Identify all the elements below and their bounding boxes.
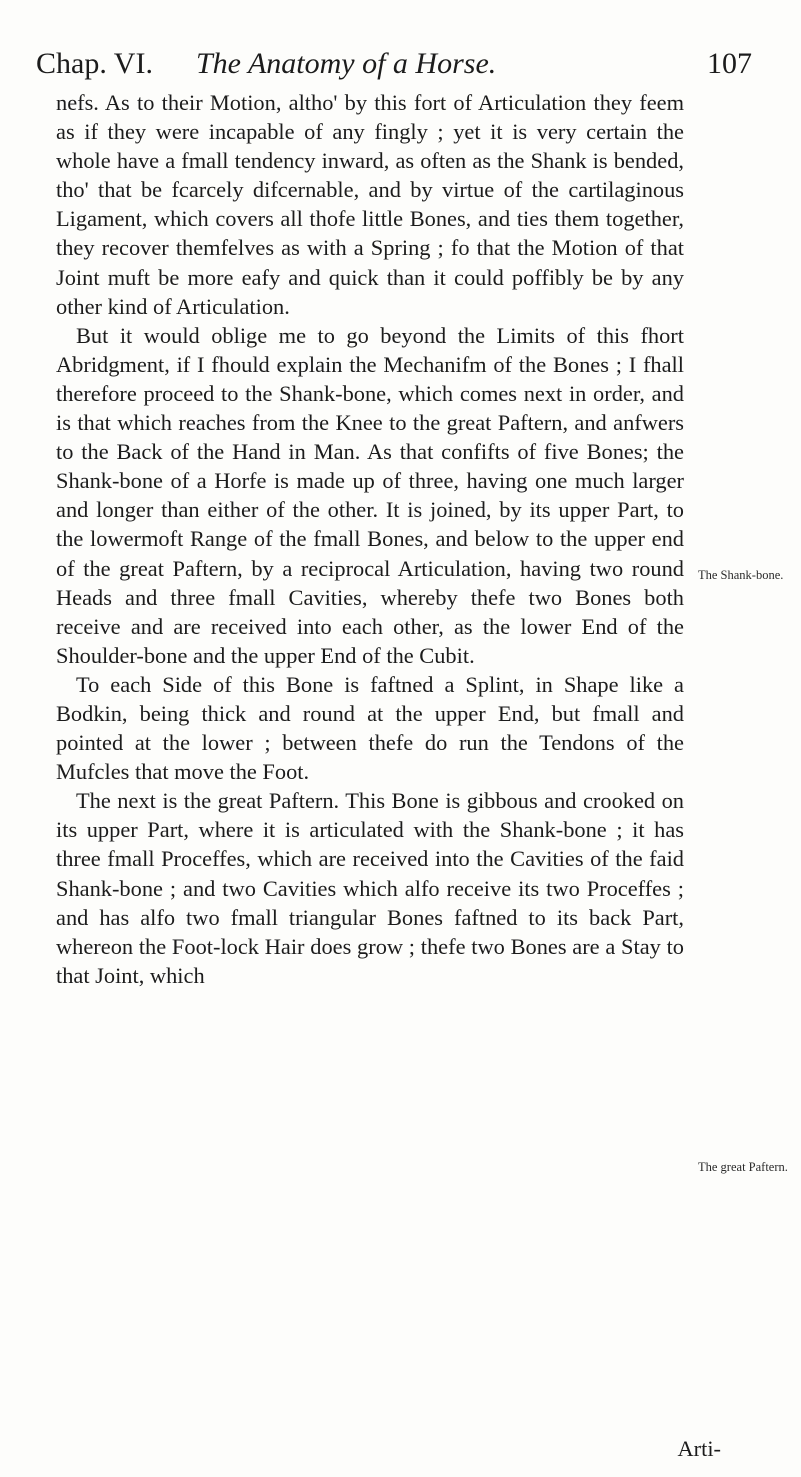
running-header bbox=[36, 42, 752, 86]
paragraph-2: But it would oblige me to go beyond the Limits of this fhort Abridgment, if I fhould explain the Mechanifm of the Bones ; I fhall therefore proceed to the Shank-bone, which comes next in order, and is that which reaches from the Knee to the great Paftern, and anfwers to the Back of the Hand in Man. As that confifts of five Bones; the Shank-bone of a Horfe is made up of three, having one much larger and longer than either of the other. It is joined, by its upper Part, to the lowermoft Range of the fmall Bones, and below to the upper end of the great Paftern, by a reciprocal Articulation, having two round Heads and three fmall Cavities, whereby thefe two Bones both receive and are received into each other, as the lower End of the Shoulder-bone and the upper End of the Cubit. bbox=[56, 322, 684, 668]
paragraph-3: To each Side of this Bone is faftned a Splint, in Shape like a Bodkin, being thick and round at the upper End, but fmall and pointed at the lower ; between thefe do run the Tendons of the Mufcles that move the Foot. bbox=[56, 671, 684, 785]
body-text bbox=[56, 88, 684, 990]
paragraph-4: The next is the great Paftern. This Bone is gibbous and crooked on its upper Part, where it is articulated with the Shank-bone ; it has three fmall Proceffes, which are received into the Cavities of the faid Shank-bone ; and two Cavities which alfo receive its two Proceffes ; and has alfo two fmall triangular Bones faftned to its back Part, whereon the Foot-lock Hair does grow ; thefe two Bones are a Stay to that Joint, which bbox=[56, 788, 684, 988]
margin-note-shank-bone: The Shank-bone. bbox=[698, 568, 784, 582]
running-title: The Anatomy of a Horse. bbox=[196, 47, 497, 80]
page-number: 107 bbox=[707, 47, 752, 80]
paragraph-1: nefs. As to their Motion, altho' by this fort of Articulation they feem as if they were incapable of any fingly ; yet it is very certain the whole have a fmall tendency inward, as often as the Shank is bended, tho' that be fcarcely difcernable, and by virtue of the cartilaginous Ligament, which covers all thofe little Bones, and ties them together, they recover themfelves as with a Spring ; fo that the Motion of that Joint muft be more eafy and quick than it could poffibly be by any other kind of Articulation. bbox=[56, 90, 684, 319]
catchword: Arti- bbox=[677, 1436, 721, 1461]
margin-note-great-pastern: The great Paftern. bbox=[698, 1160, 788, 1174]
chapter-label: Chap. VI. bbox=[36, 47, 153, 80]
